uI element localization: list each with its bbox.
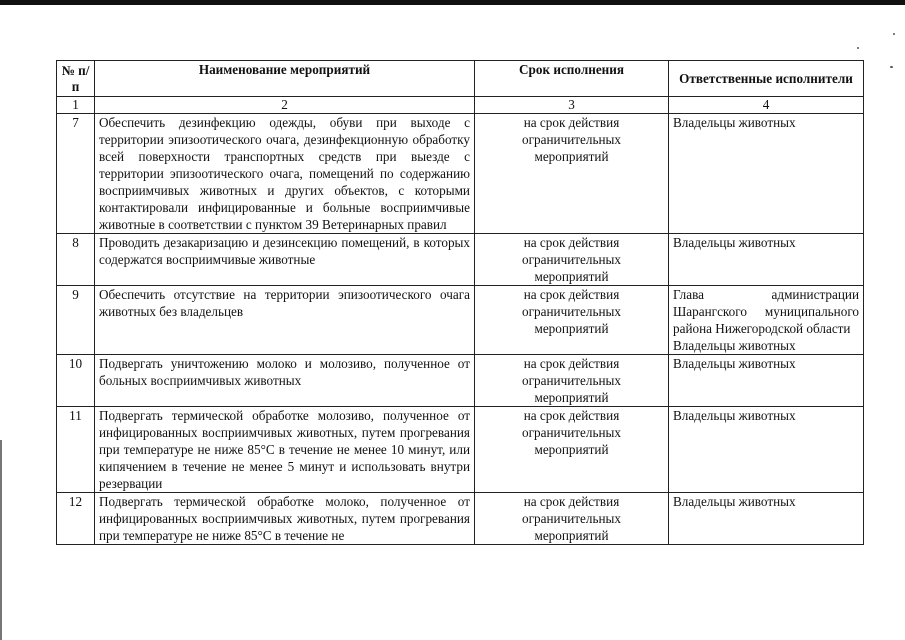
responsible-text <box>669 234 864 286</box>
table-row <box>57 234 864 286</box>
column-number-row <box>57 97 864 114</box>
term-text: на срок действия ограничительных мероприятий <box>475 355 669 407</box>
responsible-line: Владельцы животных <box>673 356 796 371</box>
responsible-line: Владельцы животных <box>673 408 796 423</box>
column-number: 3 <box>475 97 669 114</box>
responsible-line: Владельцы животных <box>673 494 796 509</box>
responsible-line: Глава администрации Шарангского муниципального района Нижегородской области <box>673 287 859 336</box>
table-row <box>57 493 864 545</box>
measure-text: Подвергать термической обработке молоко, полученное от инфицированных восприимчивых животных, путем прогревания при температуре не ниже 85°С в течение не <box>95 493 475 545</box>
column-number: 2 <box>95 97 475 114</box>
measure-text: Обеспечить отсутствие на территории эпизоотического очага животных без владельцев <box>95 286 475 355</box>
header-term: Срок исполнения <box>475 61 669 97</box>
measure-text: Подвергать уничтожению молоко и молозиво, полученное от больных восприимчивых животных <box>95 355 475 407</box>
term-text: на срок действия ограничительных мероприятий <box>475 493 669 545</box>
responsible-text <box>669 407 864 493</box>
row-number: 8 <box>57 234 95 286</box>
row-number: 12 <box>57 493 95 545</box>
responsible-text <box>669 286 864 355</box>
scan-edge-mark <box>0 440 2 640</box>
measures-table <box>56 60 864 545</box>
header-name: Наименование мероприятий <box>95 61 475 97</box>
row-number: 7 <box>57 114 95 234</box>
header-resp: Ответственные исполнители <box>669 61 864 97</box>
table-row <box>57 286 864 355</box>
measure-text: Проводить дезакаризацию и дезинсекцию помещений, в которых содержатся восприимчивые животные <box>95 234 475 286</box>
term-text: на срок действия ограничительных мероприятий <box>475 286 669 355</box>
row-number: 9 <box>57 286 95 355</box>
column-number: 4 <box>669 97 864 114</box>
scan-speck <box>890 66 893 68</box>
responsible-text <box>669 114 864 234</box>
header-num: № п/п <box>57 61 95 97</box>
row-number: 10 <box>57 355 95 407</box>
table-row <box>57 407 864 493</box>
responsible-text <box>669 493 864 545</box>
scan-speck <box>893 33 895 35</box>
table-row <box>57 355 864 407</box>
column-number: 1 <box>57 97 95 114</box>
row-number: 11 <box>57 407 95 493</box>
measure-text: Обеспечить дезинфекцию одежды, обуви при выходе с территории эпизоотического очага, дезинфекционную обработку всей поверхности транспортных средств при выезде с территории эпизоотического очага, помещений по содержанию восприимчивых животных и других объектов, с которыми контактировали инфицированные и больные восприимчивые животные в соответствии с пунктом 39 Ветеринарных правил <box>95 114 475 234</box>
top-border-line <box>0 0 905 5</box>
term-text: на срок действия ограничительных мероприятий <box>475 114 669 234</box>
term-text: на срок действия ограничительных мероприятий <box>475 234 669 286</box>
measure-text: Подвергать термической обработке молозиво, полученное от инфицированных восприимчивых животных, путем прогревания при температуре не ниже 85°С в течение не менее 10 минут, или кипячением в течение не менее 5 минут и использовать внутри резервации <box>95 407 475 493</box>
scan-speck <box>857 47 859 49</box>
term-text: на срок действия ограничительных мероприятий <box>475 407 669 493</box>
responsible-text <box>669 355 864 407</box>
responsible-line: Владельцы животных <box>673 115 796 130</box>
table-header-row <box>57 61 864 97</box>
responsible-line: Владельцы животных <box>673 338 796 353</box>
table-row <box>57 114 864 234</box>
responsible-line: Владельцы животных <box>673 235 796 250</box>
